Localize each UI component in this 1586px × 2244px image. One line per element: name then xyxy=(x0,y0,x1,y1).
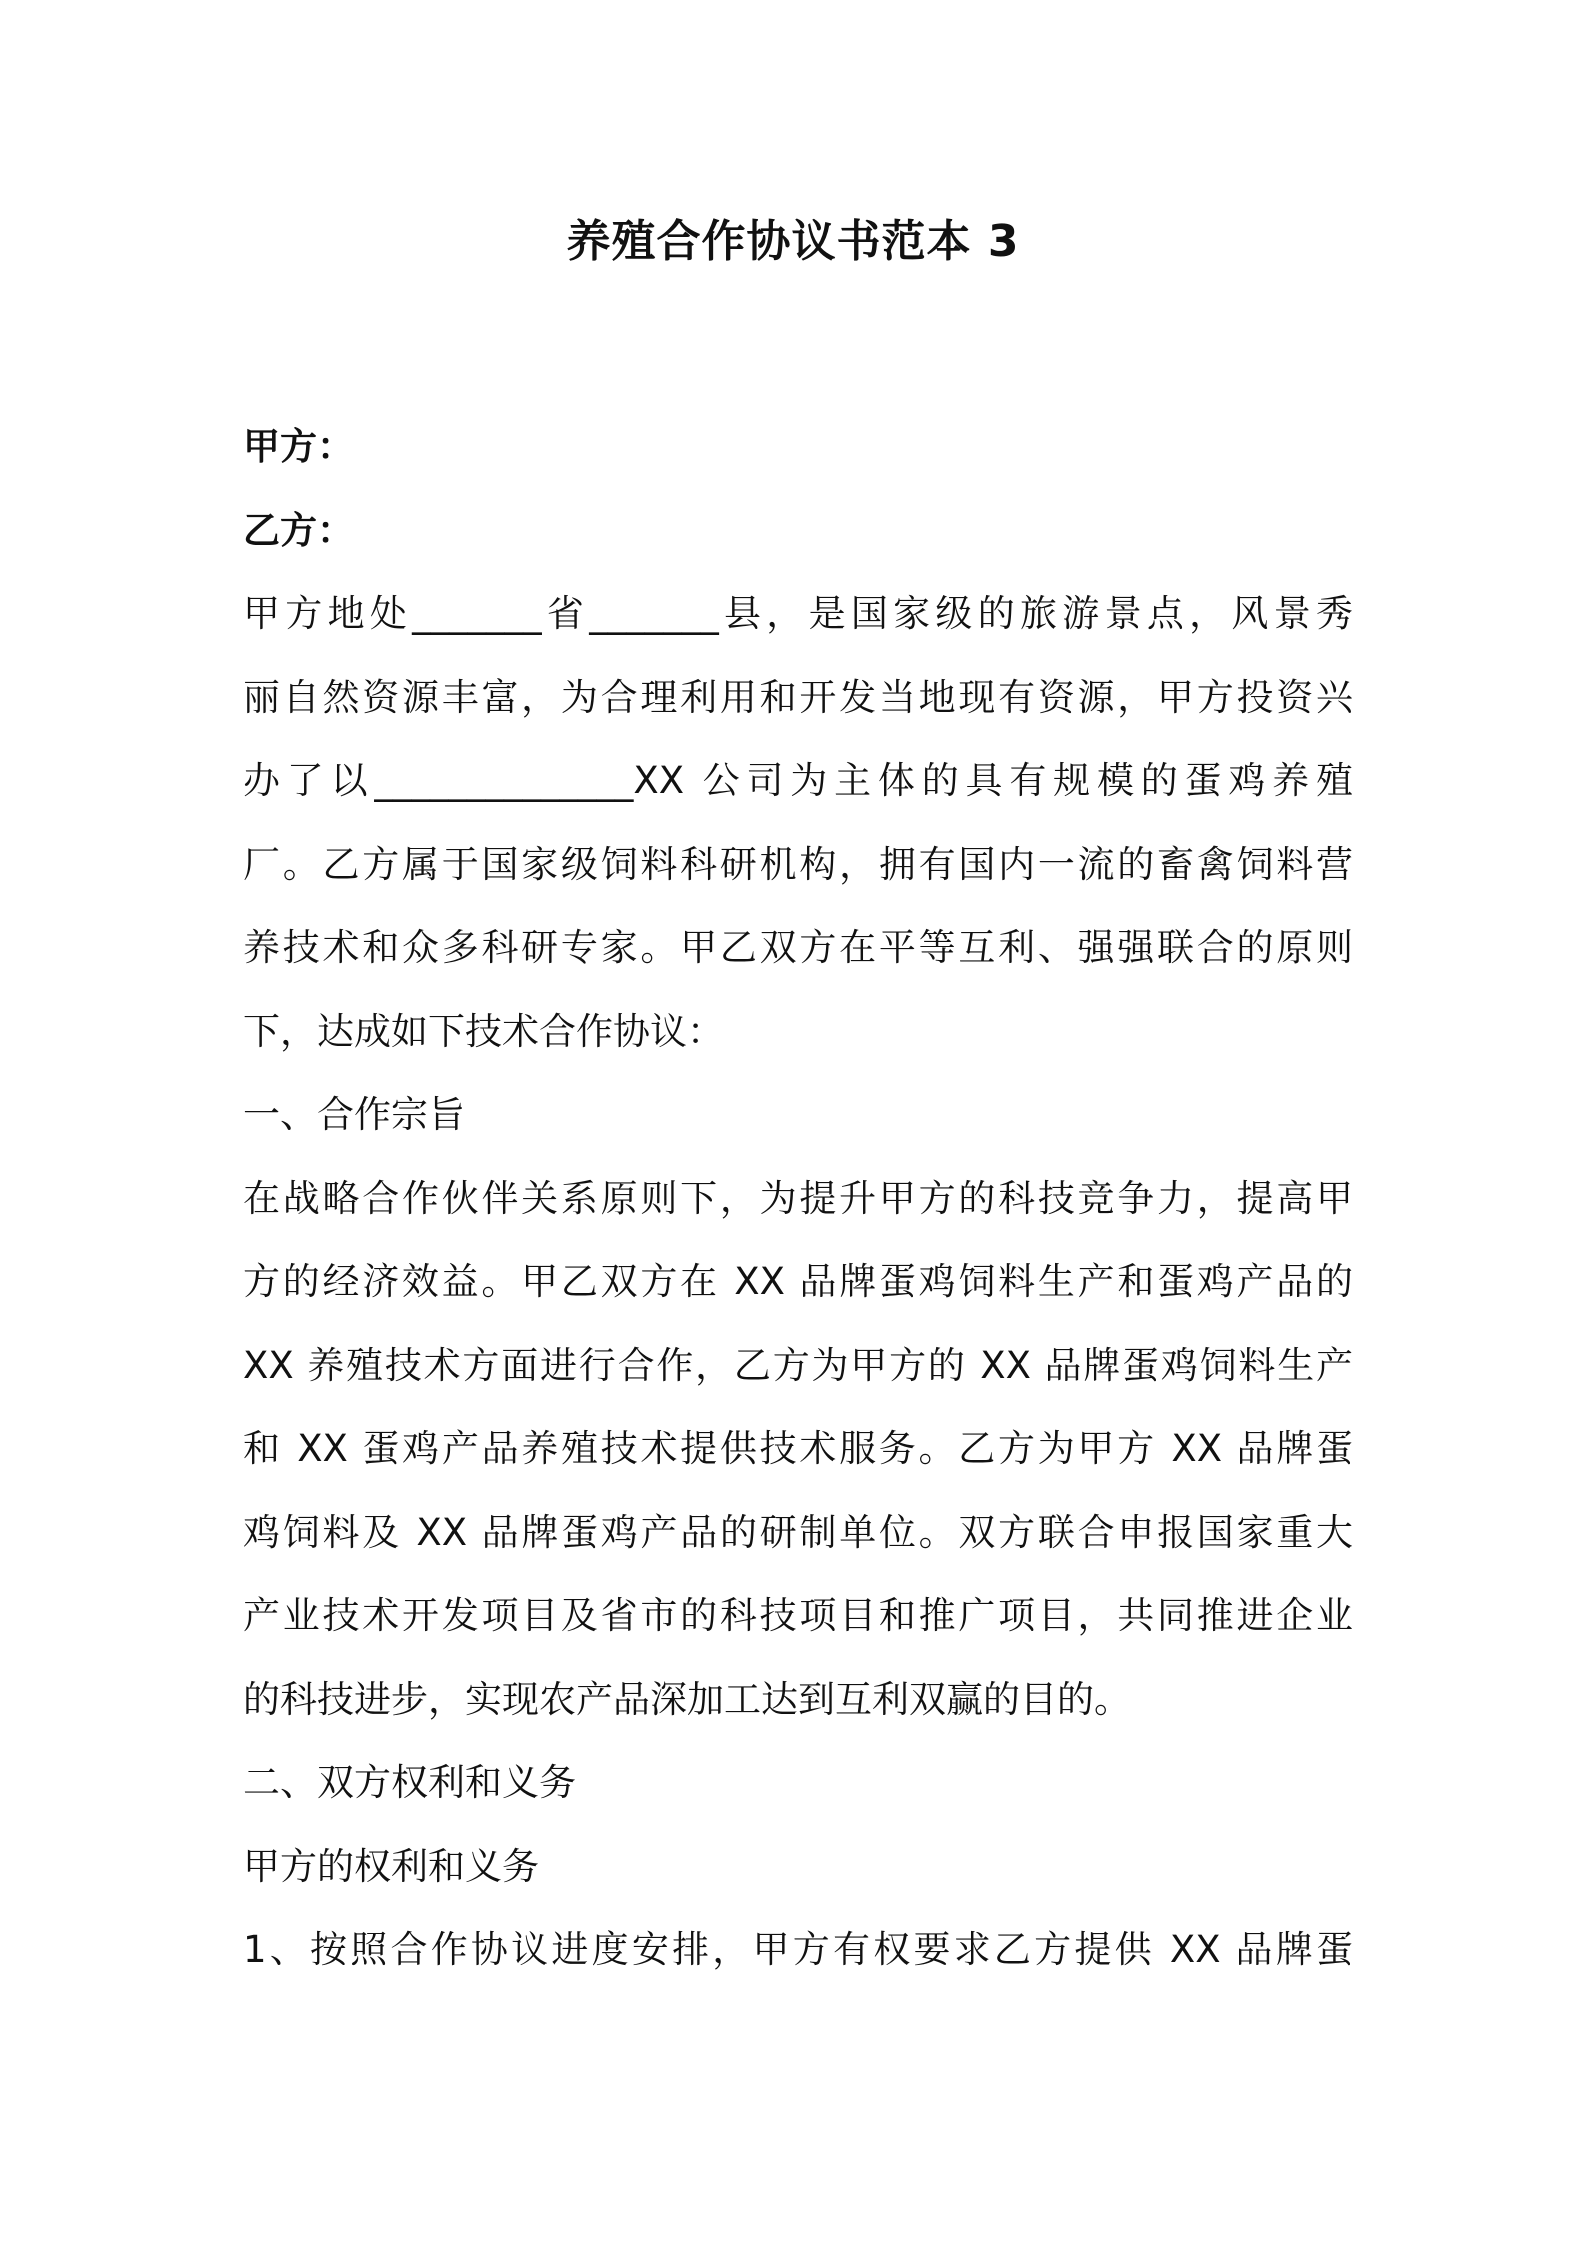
document-line: 厂。乙方属于国家级饲料科研机构，拥有国内一流的畜禽饲料营 xyxy=(243,842,1353,886)
document-line: 方的经济效益。甲乙双方在 XX 品牌蛋鸡饲料生产和蛋鸡产品的 xyxy=(243,1260,1353,1303)
document-line: 和 XX 蛋鸡产品养殖技术提供技术服务。乙方为甲方 XX 品牌蛋 xyxy=(243,1427,1353,1470)
document-line: 乙方： xyxy=(243,508,354,552)
document-line: 产业技术开发项目及省市的科技项目和推广项目，共同推进企业 xyxy=(243,1594,1353,1637)
document-line: 甲方地处_______省_______县，是国家级的旅游景点，风景秀 xyxy=(243,592,1353,635)
document-line: 在战略合作伙伴关系原则下，为提升甲方的科技竞争力，提高甲 xyxy=(243,1176,1353,1220)
document-line: 1、按照合作协议进度安排，甲方有权要求乙方提供 XX 品牌蛋 xyxy=(243,1928,1353,1971)
document-line: 下，达成如下技术合作协议： xyxy=(243,1009,724,1053)
document-line: 养技术和众多科研专家。甲乙双方在平等互利、强强联合的原则 xyxy=(243,926,1353,969)
document-line: 二、双方权利和义务 xyxy=(243,1761,576,1804)
document-title: 养殖合作协议书范本 3 xyxy=(566,216,1020,267)
document-line: 的科技进步，实现农产品深加工达到互利双赢的目的。 xyxy=(243,1677,1131,1721)
document-body xyxy=(243,405,1353,1992)
document-line: 甲方的权利和义务 xyxy=(243,1844,539,1888)
document-line: 鸡饲料及 XX 品牌蛋鸡产品的研制单位。双方联合申报国家重大 xyxy=(243,1510,1353,1554)
document-line: XX 养殖技术方面进行合作，乙方为甲方的 XX 品牌蛋鸡饲料生产 xyxy=(243,1343,1353,1387)
document-line: 一、合作宗旨 xyxy=(243,1093,465,1136)
document-line: 甲方： xyxy=(243,425,354,468)
document-line: 办了以______________XX 公司为主体的具有规模的蛋鸡养殖 xyxy=(243,759,1353,802)
document-line: 丽自然资源丰富，为合理利用和开发当地现有资源，甲方投资兴 xyxy=(243,675,1353,719)
